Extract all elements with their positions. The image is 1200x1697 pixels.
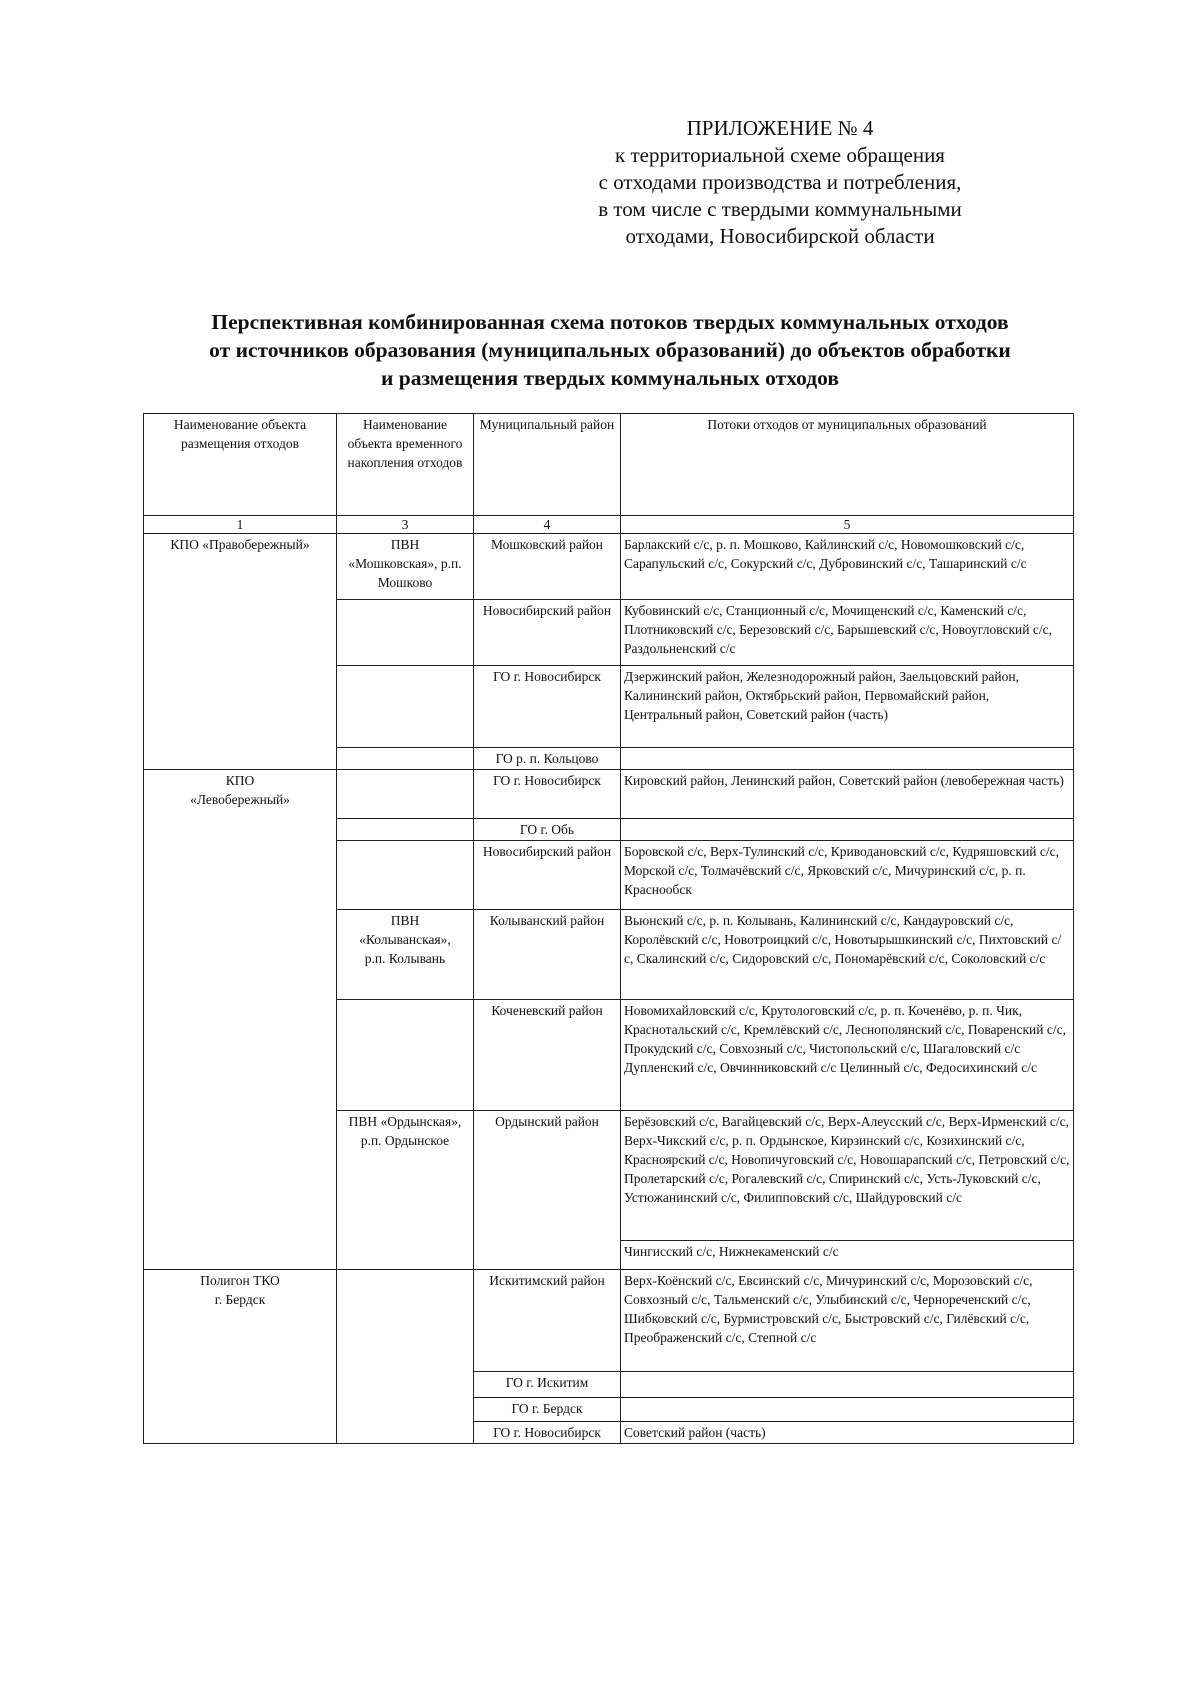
table-header-row (144, 414, 1074, 516)
empty-cell (337, 819, 474, 841)
empty-cell (337, 1270, 474, 1444)
pvn-kolyvan (337, 910, 474, 1000)
district-cell: Новосибирский район (474, 841, 621, 910)
district-cell: ГО г. Новосибирск (474, 666, 621, 748)
flows-cell (621, 1398, 1074, 1422)
column-number: 5 (621, 516, 1074, 534)
flows-cell: Новомихайловский с/с, Крутологовский с/с, р. п. Коченёво, р. п. Чик, Краснотальский с/с, Кремлёвский с/с, Леснополянский с/с, Поваренский с/с, Прокудский с/с, Совхозный с/с, Чистопольский с/с, Шагаловский с/с Дупленский с/с, Овчинниковский с/с Целинный с/с, Федосихинский с/с (621, 1000, 1074, 1111)
title-line: и размещения твердых коммунальных отходов (381, 366, 839, 390)
appendix-line: с отходами производства и потребления, (598, 170, 962, 194)
table-row (144, 1270, 1074, 1372)
table-row (144, 770, 1074, 819)
pvn-line: р.п. Колывань (364, 951, 446, 966)
empty-cell (337, 748, 474, 770)
pvn-line: «Мошковская», р.п. (348, 556, 462, 571)
district-cell: ГО р. п. Кольцово (474, 748, 621, 770)
header-temp-storage: Наименование объекта временного накопления отходов (337, 414, 474, 516)
group-line: Полигон ТКО (200, 1273, 280, 1288)
district-cell: Новосибирский район (474, 600, 621, 666)
group-line: «Левобережный» (190, 792, 290, 807)
pvn-line: ПВН (390, 537, 420, 552)
flows-cell: Кубовинский с/с, Станционный с/с, Мочищенский с/с, Каменский с/с, Плотниковский с/с, Березовский с/с, Барышевский с/с, Новоугловский с/с, Раздольненский с/с (621, 600, 1074, 666)
group-levoberezhny (144, 770, 337, 1270)
waste-flow-table (143, 413, 1074, 1444)
appendix-number: ПРИЛОЖЕНИЕ № 4 (686, 116, 874, 140)
column-number-row (144, 516, 1074, 534)
district-cell: ГО г. Новосибирск (474, 770, 621, 819)
flows-cell (621, 748, 1074, 770)
group-berdsk (144, 1270, 337, 1444)
empty-cell (337, 666, 474, 748)
flows-cell: Вьюнский с/с, р. п. Колывань, Калининский с/с, Кандауровский с/с, Королёвский с/с, Новотроицкий с/с, Новотырышкинский с/с, Пихтовский с/с, Скалинский с/с, Сидоровский с/с, Пономарёвский с/с, Соколовский с/с (621, 910, 1074, 1000)
district-cell: Мошковский район (474, 534, 621, 600)
appendix-line: к территориальной схеме обращения (615, 143, 945, 167)
empty-cell (337, 841, 474, 910)
flows-cell: Дзержинский район, Железнодорожный район, Заельцовский район, Калининский район, Октябрьский район, Первомайский район, Центральный район, Советский район (часть) (621, 666, 1074, 748)
district-cell: Колыванский район (474, 910, 621, 1000)
flows-cell: Чингисский с/с, Нижнекаменский с/с (621, 1241, 1074, 1270)
flows-cell: Боровской с/с, Верх-Тулинский с/с, Криводановский с/с, Кудряшовский с/с, Морской с/с, Толмачёвский с/с, Ярковский с/с, Мичуринский с/с, р. п. Краснообск (621, 841, 1074, 910)
district-cell: Искитимский район (474, 1270, 621, 1372)
district-cell: ГО г. Новосибирск (474, 1422, 621, 1444)
flows-cell: Верх-Коёнский с/с, Евсинский с/с, Мичуринский с/с, Морозовский с/с, Совхозный с/с, Тальменский с/с, Улыбинский с/с, Чернореченский с/с, Шибковский с/с, Бурмистровский с/с, Быстровский с/с, Гилёвский с/с, Преображенский с/с, Степной с/с (621, 1270, 1074, 1372)
pvn-moshkovo (337, 534, 474, 600)
empty-cell (337, 600, 474, 666)
document-title (135, 308, 1085, 392)
district-cell: ГО г. Искитим (474, 1372, 621, 1398)
group-line: КПО (225, 773, 255, 788)
pvn-line: Мошково (377, 575, 433, 590)
title-line: от источников образования (муниципальных образований) до объектов обработки (209, 338, 1011, 362)
appendix-line: отходами, Новосибирской области (625, 224, 935, 248)
header-flows: Потоки отходов от муниципальных образований (621, 414, 1074, 516)
pvn-line: р.п. Ордынское (360, 1133, 450, 1148)
group-pravoberezhny: КПО «Правобережный» (144, 534, 337, 770)
district-cell: ГО г. Бердск (474, 1398, 621, 1422)
appendix-header (560, 115, 1000, 250)
column-number: 3 (337, 516, 474, 534)
table-row (144, 534, 1074, 600)
empty-cell (337, 1000, 474, 1111)
flows-cell: Советский район (часть) (621, 1422, 1074, 1444)
district-cell: Ордынский район (474, 1111, 621, 1270)
district-cell: ГО г. Обь (474, 819, 621, 841)
column-number: 4 (474, 516, 621, 534)
empty-cell (337, 770, 474, 819)
header-placement-object: Наименование объекта размещения отходов (144, 414, 337, 516)
title-line: Перспективная комбинированная схема потоков твердых коммунальных отходов (211, 310, 1009, 334)
pvn-line: ПВН (390, 913, 420, 928)
pvn-ordynsk (337, 1111, 474, 1270)
appendix-line: в том числе с твердыми коммунальными (598, 197, 962, 221)
group-line: г. Бердск (214, 1292, 266, 1307)
flows-cell: Кировский район, Ленинский район, Советский район (левобережная часть) (621, 770, 1074, 819)
flows-cell: Берёзовский с/с, Вагайцевский с/с, Верх-Алеусский с/с, Верх-Ирменский с/с, Верх-Чикский с/с, р. п. Ордынское, Кирзинский с/с, Козихинский с/с, Красноярский с/с, Новопичуговский с/с, Новошарапский с/с, Петровский с/с, Пролетарский с/с, Рогалевский с/с, Спиринский с/с, Усть-Луковский с/с, Устюжанинский с/с, Филипповский с/с, Шайдуровский с/с (621, 1111, 1074, 1241)
pvn-line: ПВН «Ордынская», (348, 1114, 462, 1129)
flows-cell (621, 1372, 1074, 1398)
flows-cell (621, 819, 1074, 841)
pvn-line: «Колыванская», (359, 932, 451, 947)
column-number: 1 (144, 516, 337, 534)
header-district: Муниципальный район (474, 414, 621, 516)
district-cell: Коченевский район (474, 1000, 621, 1111)
flows-cell: Барлакский с/с, р. п. Мошково, Кайлинский с/с, Новомошковский с/с, Сарапульский с/с, Сокурский с/с, Дубровинский с/с, Ташаринский с/с (621, 534, 1074, 600)
